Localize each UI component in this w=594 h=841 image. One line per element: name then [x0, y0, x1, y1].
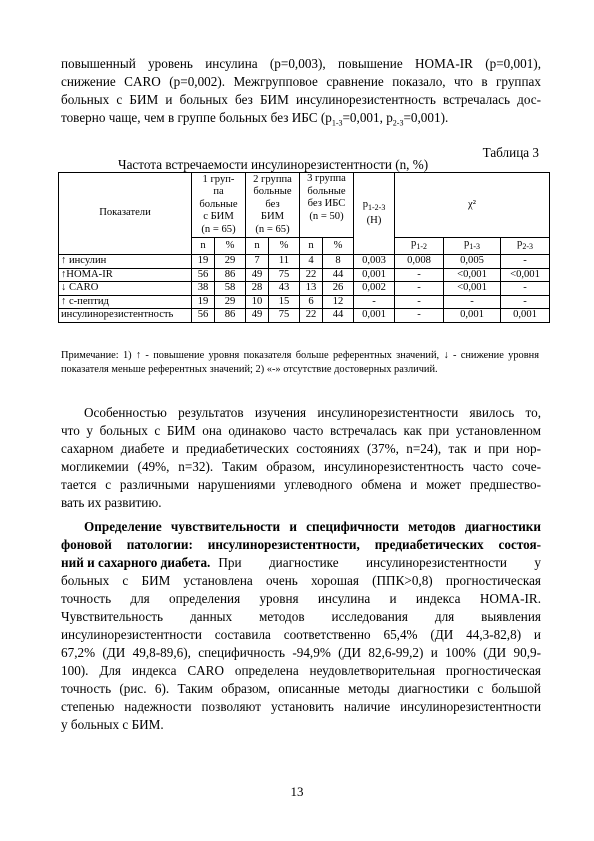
section-heading-line: Определение чувствительности и специфичности методов диагностики [84, 519, 541, 534]
paragraph-line [61, 554, 541, 572]
paragraph-1 [61, 55, 541, 127]
paragraph-line: снижение CARO (p=0,002). Межгрупповое сравнение показало, что в группах [61, 74, 541, 89]
paragraph-line: могликемии (49%, n=32). Таким образом, инсулинорезистентность часто соче- [61, 459, 541, 474]
table-row: ↓ CARO 38 58 28 43 13 26 0,002 - <0,001 - [59, 282, 550, 296]
table-row: ↑HOMA-IR 56 86 49 75 22 44 0,001 - <0,001 <0,001 [59, 268, 550, 282]
paragraph-2 [61, 404, 541, 512]
paragraph-line: больных с БИМ и больных без БИМ инсулинорезистентность встречалась дос- [61, 92, 541, 107]
paragraph-line: у больных с БИМ. [61, 717, 164, 732]
table-title: Частота встречаемости инсулинорезистентности (n, %) [118, 157, 429, 172]
data-table [58, 172, 550, 323]
paragraph-line: Особенностью результатов изучения инсулинорезистентности явилось то, [84, 405, 541, 420]
paragraph-line: тается с различными нарушениями углеводного обмена и может предшество- [61, 477, 541, 492]
header-p23: $p_{2-3}$ [501, 238, 550, 255]
page-number: 13 [290, 784, 304, 799]
paragraph-line: больных с БИМ установлена очень хорошая (ППК>0,8) прогностическая [61, 573, 541, 588]
header-group2: 2 группа больные без БИМ (n = 65) [246, 173, 300, 238]
paragraph-line: что у больных с БИМ она одинаково часто встречалась как при установленном [61, 423, 541, 438]
header-p123: $p_{1-2-3}$ (H) [354, 173, 395, 255]
table-header-row [59, 173, 550, 238]
paragraph-line: 67,2% (ДИ 49,8-89,6), специфичность -94,9% (ДИ 82,6-99,2) и 100% (ДИ 90,9- [61, 645, 541, 660]
header-chi-square: χ² [395, 173, 550, 238]
table-note: Примечание: 1) ↑ - повышение уровня показателя больше референтных значений, ↓ - снижение уровня показателя меньше референтных значений; 2) «-» отсутствие достоверных различий. [61, 350, 539, 375]
paragraph-line: точность (рис. 6). Таким образом, описанные методы диагностики с большой [61, 681, 541, 696]
header-n: n [192, 238, 215, 255]
header-pct: % [323, 238, 354, 255]
header-indicators: Показатели [59, 173, 192, 255]
paragraph-line: При диагностике инсулинорезистентности у [218, 555, 541, 570]
paragraph-line: точность для определения уровня инсулина и индекса HOMA-IR. [61, 591, 541, 606]
paragraph-line: инсулинорезистентности составила соответственно 65,4% (ДИ 44,3-82,8) и [61, 627, 541, 642]
header-n: n [246, 238, 269, 255]
table-row: ↑ инсулин 19 29 7 11 4 8 0,003 0,008 0,005 - [59, 255, 550, 269]
table-row: ↑ с-пептид 19 29 10 15 6 12 - - - - [59, 295, 550, 309]
table-number: Таблица 3 [482, 145, 539, 160]
paragraph-line: товерно чаще, чем в группе больных без ИБС ($p_{1-3}=0,001$, $p_{2-3}=0,001$). [61, 110, 449, 128]
section-heading-tail: ний и сахарного диабета. [61, 555, 211, 570]
paragraph-line: повышенный уровень инсулина (p=0,003), повышение HOMA-IR (p=0,001), [61, 56, 541, 71]
header-group1: 1 груп- па больные с БИМ (n = 65) [192, 173, 246, 238]
section-heading-line: фоновой патологии: инсулинорезистентности, предиабетических состоя- [61, 537, 541, 552]
header-n: n [300, 238, 323, 255]
header-p12: $p_{1-2}$ [395, 238, 444, 255]
paragraph-line: 100). Для индекса CARO определена неудовлетворительная прогностическая [61, 663, 541, 678]
table-row: инсулинорезистентность 56 86 49 75 22 44 0,001 - 0,001 0,001 [59, 309, 550, 323]
header-pct: % [269, 238, 300, 255]
paragraph-3 [61, 518, 541, 734]
paragraph-line: вать их развитию. [61, 495, 162, 510]
header-p13: $p_{1-3}$ [444, 238, 501, 255]
header-group3: 3 группа больные без ИБС (n = 50) [300, 173, 354, 238]
header-pct: % [215, 238, 246, 255]
paragraph-line: степенью надежности позволяют установить наличие инсулинорезистентности [61, 699, 541, 714]
paragraph-line: сахарном диабете и предиабетических состояниях (37%, n=24), так и при нор- [61, 441, 541, 456]
paragraph-line: Чувствительность данных методов исследования для выявления [61, 609, 541, 624]
